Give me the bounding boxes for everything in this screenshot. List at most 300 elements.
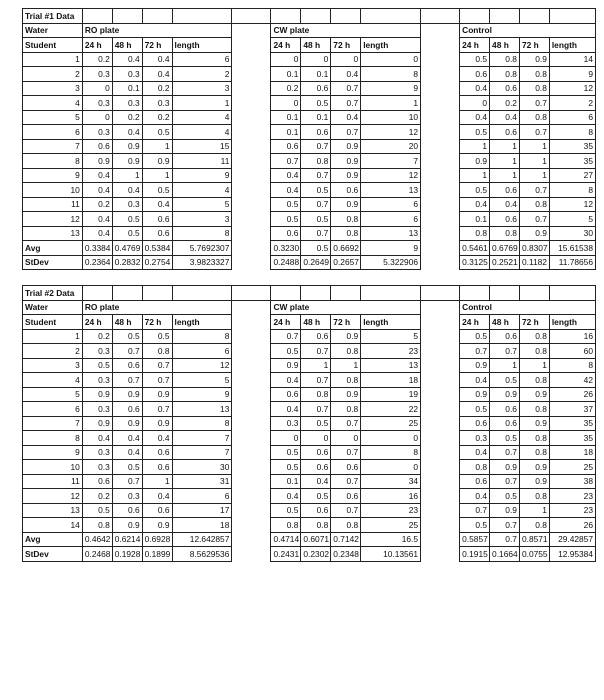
data-cell: 0.9 (271, 358, 301, 373)
data-cell: 0 (271, 96, 301, 111)
data-cell: 19 (361, 387, 421, 402)
gap-cell (421, 344, 460, 359)
data-cell: 1 (519, 168, 549, 183)
data-cell: 1 (112, 168, 142, 183)
data-cell: 0.5 (142, 329, 172, 344)
data-cell: 0.9 (331, 154, 361, 169)
data-cell: 0.8 (519, 329, 549, 344)
data-cell: 0.3 (82, 125, 112, 140)
table-row (23, 344, 596, 359)
student-number: 4 (23, 96, 83, 111)
avg-row-cell: 0.6769 (490, 241, 520, 256)
data-cell: 0.6 (82, 474, 112, 489)
avg-row-cell: 0.4714 (271, 532, 301, 547)
column-header: length (172, 38, 232, 53)
stdev-row-label: StDev (23, 255, 83, 270)
stdev-row (23, 255, 596, 270)
data-cell: 0.4 (271, 402, 301, 417)
data-cell: 0.6 (112, 402, 142, 417)
data-cell: 5 (172, 373, 232, 388)
data-cell: 0.2 (82, 329, 112, 344)
data-cell: 0.7 (519, 125, 549, 140)
data-cell: 0.8 (519, 344, 549, 359)
data-cell: 0.4 (112, 125, 142, 140)
gap-cell (232, 344, 271, 359)
data-cell: 35 (549, 431, 595, 446)
data-cell: 0.8 (519, 373, 549, 388)
data-cell: 0.3 (82, 96, 112, 111)
data-cell: 0.3 (82, 445, 112, 460)
data-cell: 2 (549, 96, 595, 111)
gap-cell (421, 226, 460, 241)
data-cell: 0.9 (519, 387, 549, 402)
gap-cell (232, 416, 271, 431)
data-cell: 0.5 (271, 212, 301, 227)
column-header: 48 h (112, 315, 142, 330)
data-cell: 0.2 (82, 52, 112, 67)
data-cell: 0.3 (82, 67, 112, 82)
stdev-row-cell: 0.2364 (82, 255, 112, 270)
data-cell: 3 (172, 212, 232, 227)
data-cell: 0.2 (82, 489, 112, 504)
student-number: 1 (23, 329, 83, 344)
data-cell: 0.3 (112, 197, 142, 212)
data-cell: 0.5 (271, 460, 301, 475)
data-cell: 0.3 (112, 96, 142, 111)
data-cell: 0.6 (490, 212, 520, 227)
table-row (23, 81, 596, 96)
avg-row-cell: 9 (361, 241, 421, 256)
data-cell: 18 (361, 373, 421, 388)
avg-row-cell: 0.7142 (331, 532, 361, 547)
data-cell: 0.7 (142, 358, 172, 373)
gap-cell (421, 315, 460, 330)
data-cell: 16 (361, 489, 421, 504)
gap-cell (421, 489, 460, 504)
data-cell: 0.7 (271, 329, 301, 344)
data-cell: 0.8 (301, 518, 331, 533)
student-number: 13 (23, 503, 83, 518)
data-cell: 22 (361, 402, 421, 417)
data-cell: 0.6 (112, 358, 142, 373)
blank-cell (172, 286, 232, 301)
column-header: 24 h (460, 38, 490, 53)
group-header-row (23, 23, 596, 38)
data-cell: 0.5 (301, 183, 331, 198)
stdev-row-cell: 12.95384 (549, 547, 595, 562)
data-cell: 0.5 (301, 212, 331, 227)
data-cell: 0.4 (142, 67, 172, 82)
avg-row-cell: 0.3384 (82, 241, 112, 256)
data-cell: 0.8 (331, 518, 361, 533)
avg-row-cell: 5.7692307 (172, 241, 232, 256)
data-cell: 0.7 (301, 373, 331, 388)
table-row (23, 197, 596, 212)
blank-cell (172, 9, 232, 24)
data-cell: 0 (460, 96, 490, 111)
gap-cell (421, 241, 460, 256)
stdev-row-cell: 0.2302 (301, 547, 331, 562)
blank-cell (142, 9, 172, 24)
data-cell: 0.8 (331, 344, 361, 359)
data-cell: 0.6 (301, 460, 331, 475)
data-cell: 37 (549, 402, 595, 417)
data-cell: 0.4 (460, 445, 490, 460)
data-cell: 0.4 (460, 110, 490, 125)
gap-cell (232, 212, 271, 227)
data-cell: 2 (172, 67, 232, 82)
gap-cell (232, 67, 271, 82)
data-cell: 0.7 (331, 474, 361, 489)
gap-cell (421, 402, 460, 417)
data-cell: 1 (460, 168, 490, 183)
blank-cell (271, 286, 301, 301)
data-cell: 0.8 (82, 518, 112, 533)
data-cell: 1 (331, 358, 361, 373)
data-cell: 0.1 (271, 67, 301, 82)
data-cell: 1 (142, 474, 172, 489)
data-cell: 1 (519, 358, 549, 373)
data-cell: 0.4 (271, 489, 301, 504)
data-cell: 8 (172, 416, 232, 431)
data-cell: 0.5 (271, 503, 301, 518)
data-cell: 0 (271, 52, 301, 67)
gap-cell (421, 373, 460, 388)
data-cell: 0.6 (460, 416, 490, 431)
stdev-row-cell: 0.1664 (490, 547, 520, 562)
avg-row-cell: 0.5461 (460, 241, 490, 256)
avg-row-label: Avg (23, 241, 83, 256)
gap-cell (232, 489, 271, 504)
data-cell: 0.8 (519, 445, 549, 460)
column-header: 48 h (490, 38, 520, 53)
data-cell: 27 (549, 168, 595, 183)
column-header: 48 h (301, 315, 331, 330)
gap-cell (421, 416, 460, 431)
data-cell: 0.5 (112, 460, 142, 475)
data-cell: 0.6 (331, 183, 361, 198)
data-cell: 20 (361, 139, 421, 154)
group-header: Control (460, 23, 596, 38)
column-header-row (23, 38, 596, 53)
data-cell: 0.7 (301, 226, 331, 241)
data-cell: 0.8 (519, 518, 549, 533)
table-row (23, 139, 596, 154)
data-cell: 0.5 (112, 212, 142, 227)
stdev-row-cell: 0.1915 (460, 547, 490, 562)
gap-cell (421, 183, 460, 198)
blank-cell (490, 9, 520, 24)
blank-cell (519, 9, 549, 24)
data-cell: 0 (271, 431, 301, 446)
data-cell: 0.7 (331, 503, 361, 518)
data-cell: 26 (549, 518, 595, 533)
column-header: 24 h (460, 315, 490, 330)
avg-row-cell: 15.61538 (549, 241, 595, 256)
data-cell: 1 (460, 139, 490, 154)
stdev-row-cell: 0.2649 (301, 255, 331, 270)
gap-cell (232, 183, 271, 198)
data-cell: 0.6 (301, 329, 331, 344)
data-cell: 0.9 (331, 197, 361, 212)
gap-cell (232, 547, 271, 562)
data-cell: 0.7 (112, 474, 142, 489)
data-cell: 0.6 (331, 460, 361, 475)
table-row (23, 154, 596, 169)
data-cell: 0.1 (271, 125, 301, 140)
data-cell: 8 (361, 67, 421, 82)
avg-row-cell: 12.642857 (172, 532, 232, 547)
data-cell: 23 (361, 503, 421, 518)
stdev-row-cell: 0.2468 (82, 547, 112, 562)
stdev-row-cell: 0.3125 (460, 255, 490, 270)
gap-cell (421, 460, 460, 475)
data-cell: 1 (490, 358, 520, 373)
data-cell: 0.8 (301, 154, 331, 169)
column-header-row (23, 315, 596, 330)
data-cell: 0.5 (82, 503, 112, 518)
gap-cell (421, 255, 460, 270)
table-row (23, 67, 596, 82)
gap-cell (421, 358, 460, 373)
gap-cell (232, 387, 271, 402)
data-cell: 7 (361, 154, 421, 169)
student-number: 11 (23, 197, 83, 212)
data-cell: 3 (172, 81, 232, 96)
blank-cell (112, 9, 142, 24)
column-header: 48 h (490, 315, 520, 330)
data-cell: 12 (549, 197, 595, 212)
data-cell: 0.9 (519, 416, 549, 431)
blank-cell (549, 9, 595, 24)
data-cell: 0.6 (301, 503, 331, 518)
data-cell: 0.8 (490, 226, 520, 241)
gap-cell (232, 255, 271, 270)
avg-row-cell: 0.6214 (112, 532, 142, 547)
data-cell: 0.6 (301, 445, 331, 460)
data-cell: 0.6 (490, 183, 520, 198)
gap-cell (232, 315, 271, 330)
avg-row-cell: 29.42857 (549, 532, 595, 547)
table-row (23, 387, 596, 402)
data-cell: 0.7 (331, 445, 361, 460)
data-cell: 0.8 (331, 402, 361, 417)
data-cell: 0.6 (142, 212, 172, 227)
column-header: 72 h (142, 38, 172, 53)
gap-cell (421, 212, 460, 227)
data-cell: 0.5 (490, 431, 520, 446)
data-cell: 0.5 (271, 445, 301, 460)
data-cell: 0.8 (519, 402, 549, 417)
avg-row-cell: 0.8307 (519, 241, 549, 256)
data-cell: 9 (361, 81, 421, 96)
data-cell: 0.4 (460, 197, 490, 212)
student-number: 3 (23, 81, 83, 96)
blank-cell (301, 9, 331, 24)
student-number: 10 (23, 183, 83, 198)
student-number: 14 (23, 518, 83, 533)
data-cell: 0.1 (301, 67, 331, 82)
gap-cell (232, 300, 271, 315)
column-header: length (172, 315, 232, 330)
data-cell: 0 (361, 431, 421, 446)
group-header: CW plate (271, 23, 421, 38)
blank-cell (301, 286, 331, 301)
gap-cell (421, 197, 460, 212)
data-cell: 0.8 (271, 518, 301, 533)
data-cell: 0.7 (331, 96, 361, 111)
data-cell: 0.8 (142, 344, 172, 359)
data-cell: 1 (142, 139, 172, 154)
blank-cell (82, 286, 112, 301)
data-cell: 0.4 (271, 168, 301, 183)
data-cell: 0.8 (301, 387, 331, 402)
table-row (23, 489, 596, 504)
table-row (23, 445, 596, 460)
stdev-row-cell: 0.1928 (112, 547, 142, 562)
blank-cell (331, 9, 361, 24)
blank-cell (142, 286, 172, 301)
table-row (23, 416, 596, 431)
student-number: 13 (23, 226, 83, 241)
stdev-row-cell: 5.322906 (361, 255, 421, 270)
column-header: 24 h (271, 315, 301, 330)
trial-title: Trial #2 Data (23, 286, 83, 301)
data-cell: 0.3 (82, 460, 112, 475)
data-cell: 0.7 (271, 154, 301, 169)
data-cell: 12 (172, 358, 232, 373)
stdev-row-cell: 0.2832 (112, 255, 142, 270)
data-cell: 35 (549, 416, 595, 431)
stdev-row-cell: 11.78656 (549, 255, 595, 270)
data-cell: 0.9 (82, 154, 112, 169)
data-cell: 0.9 (519, 52, 549, 67)
data-cell: 0.9 (112, 154, 142, 169)
blank-cell (232, 286, 271, 301)
data-cell: 1 (519, 154, 549, 169)
gap-cell (232, 110, 271, 125)
data-cell: 23 (549, 489, 595, 504)
data-cell: 6 (361, 212, 421, 227)
data-cell: 0.9 (112, 416, 142, 431)
gap-cell (421, 300, 460, 315)
data-cell: 7 (172, 431, 232, 446)
gap-cell (232, 154, 271, 169)
data-cell: 0.6 (82, 139, 112, 154)
gap-cell (421, 81, 460, 96)
gap-cell (232, 402, 271, 417)
table-row (23, 52, 596, 67)
gap-cell (421, 125, 460, 140)
data-cell: 0.9 (460, 387, 490, 402)
table-row (23, 212, 596, 227)
data-cell: 0.9 (331, 387, 361, 402)
student-number: 9 (23, 445, 83, 460)
data-cell: 0.7 (490, 518, 520, 533)
data-cell: 0.4 (142, 431, 172, 446)
data-cell: 9 (172, 387, 232, 402)
table-row (23, 402, 596, 417)
data-cell: 0.7 (490, 445, 520, 460)
data-cell: 0.5 (460, 125, 490, 140)
data-cell: 0.8 (490, 52, 520, 67)
data-cell: 0.7 (301, 139, 331, 154)
data-cell: 12 (549, 81, 595, 96)
table-row (23, 168, 596, 183)
spreadsheet (22, 8, 596, 562)
column-header: 48 h (301, 38, 331, 53)
data-cell: 0.7 (301, 168, 331, 183)
gap-cell (23, 270, 596, 286)
data-cell: 10 (361, 110, 421, 125)
data-cell: 5 (549, 212, 595, 227)
data-cell: 0.5 (112, 226, 142, 241)
data-cell: 0.4 (460, 489, 490, 504)
stdev-row-cell: 0.1899 (142, 547, 172, 562)
data-cell: 0.9 (331, 139, 361, 154)
data-cell: 0.7 (301, 344, 331, 359)
data-cell: 0.9 (142, 416, 172, 431)
gap-cell (232, 226, 271, 241)
data-cell: 0.3 (112, 67, 142, 82)
gap-cell (232, 460, 271, 475)
data-cell: 0 (331, 52, 361, 67)
data-cell: 0.2 (112, 110, 142, 125)
gap-cell (421, 503, 460, 518)
column-header: 48 h (112, 38, 142, 53)
gap-cell (232, 358, 271, 373)
data-cell: 13 (361, 226, 421, 241)
data-cell: 0.4 (301, 474, 331, 489)
data-cell: 17 (172, 503, 232, 518)
data-cell: 0.4 (271, 373, 301, 388)
data-cell: 34 (361, 474, 421, 489)
data-cell: 0.6 (271, 226, 301, 241)
data-cell: 9 (172, 168, 232, 183)
blank-cell (549, 286, 595, 301)
data-cell: 0.6 (490, 125, 520, 140)
data-cell: 1 (301, 358, 331, 373)
data-cell: 0.9 (142, 387, 172, 402)
data-cell: 6 (549, 110, 595, 125)
column-header: 24 h (271, 38, 301, 53)
trial-title-row (23, 286, 596, 301)
gap-cell (232, 329, 271, 344)
table-row (23, 183, 596, 198)
data-cell: 0.6 (142, 460, 172, 475)
data-cell: 0.5 (460, 329, 490, 344)
data-cell: 15 (172, 139, 232, 154)
student-number: 2 (23, 67, 83, 82)
data-cell: 0.9 (519, 474, 549, 489)
data-cell: 0.9 (460, 154, 490, 169)
student-number: 5 (23, 110, 83, 125)
data-cell: 0.7 (142, 373, 172, 388)
data-cell: 38 (549, 474, 595, 489)
data-cell: 0.4 (112, 445, 142, 460)
data-cell: 0.7 (301, 197, 331, 212)
column-header: length (361, 315, 421, 330)
data-cell: 12 (361, 168, 421, 183)
gap-cell (421, 38, 460, 53)
data-cell: 0.8 (519, 489, 549, 504)
data-cell: 1 (172, 96, 232, 111)
data-cell: 1 (519, 503, 549, 518)
blank-cell (490, 286, 520, 301)
data-cell: 0.6 (301, 125, 331, 140)
data-cell: 8 (172, 226, 232, 241)
data-cell: 13 (361, 183, 421, 198)
